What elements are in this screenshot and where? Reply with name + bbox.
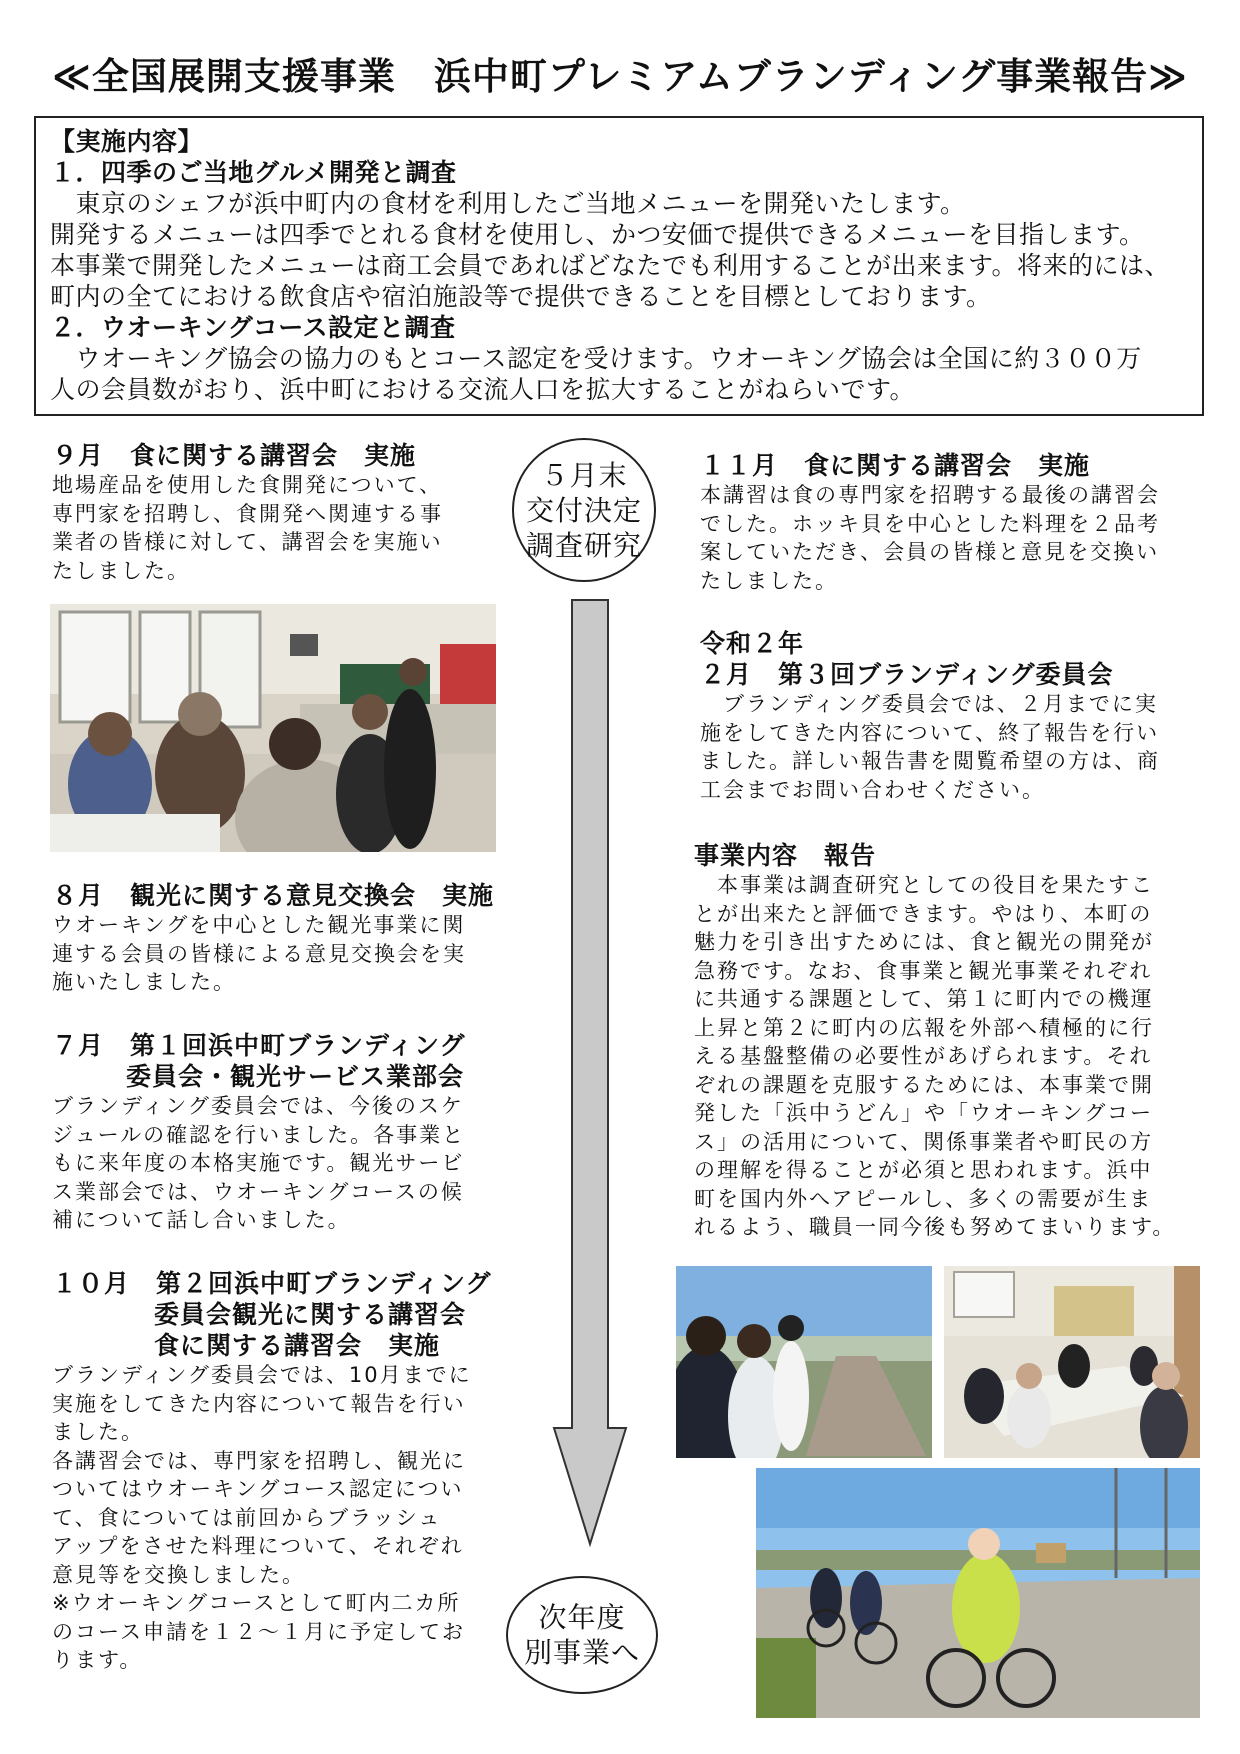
report-line: に共通する課題として、第１に町内での機運	[694, 987, 1154, 1011]
summary-item2-title: ２．ウオーキングコース設定と調査	[50, 313, 456, 342]
october-line: 実施をしてきた内容について報告を行い	[52, 1391, 466, 1416]
summary-item1-line: 東京のシェフが浜中町内の食材を利用したご当地メニューを開発いたします。	[50, 189, 966, 218]
july-section	[52, 1030, 466, 1235]
report-line: の理解を得ることが必須と思われます。浜中	[694, 1158, 1153, 1182]
october-line: ブランディング委員会では、10月までに	[52, 1363, 472, 1387]
timeline-start-circle	[512, 438, 656, 582]
page-title: ≪全国展開支援事業 浜中町プレミアムブランディング事業報告≫	[52, 55, 1188, 98]
july-line: もに来年度の本格実施です。観光サービ	[52, 1151, 465, 1175]
report-line: ぞれの課題を克服するためには、本事業で開	[694, 1072, 1154, 1097]
timeline-start-line: 交付決定	[525, 493, 642, 527]
august-line: 施いたしました。	[52, 970, 236, 994]
october-line: のコース申請を１２～１月に予定してお	[52, 1619, 465, 1644]
report-line: 上昇と第２に町内の広報を外部へ積極的に行	[694, 1015, 1154, 1040]
february-line: ました。詳しい報告書を閲覧希望の方は、商	[700, 749, 1160, 773]
october-section	[52, 1268, 492, 1675]
timeline-end-line: 別事業へ	[523, 1636, 640, 1669]
september-line: 専門家を招聘し、食開発へ関連する事	[52, 501, 443, 526]
report-line: 発した「浜中うどん」や「ウオーキングコー	[694, 1101, 1153, 1125]
october-line: ついてはウオーキングコース認定につい	[52, 1477, 464, 1501]
november-heading: １１月 食に関する講習会 実施	[700, 451, 1091, 480]
summary-item1-line: 本事業で開発したメニューは商工会員であればどなたでも利用することが出来ます。将来的には、	[50, 251, 1171, 280]
report-line: ス」の活用について、関係事業者や町民の方	[694, 1129, 1154, 1154]
october-line: ました。	[52, 1420, 144, 1444]
october-line: 各講習会では、専門家を招聘し、観光に	[52, 1448, 466, 1473]
september-line: たしました。	[52, 558, 190, 583]
timeline-end-line: 次年度	[538, 1601, 626, 1634]
november-section	[700, 450, 1160, 595]
report-line: える基盤整備の必要性があげられます。それ	[694, 1044, 1153, 1068]
summary-box	[34, 116, 1204, 416]
august-heading: ８月 観光に関する意見交換会 実施	[52, 881, 495, 910]
timeline-end-circle	[506, 1576, 658, 1694]
july-heading: ７月 第１回浜中町ブランディング	[52, 1031, 466, 1060]
report-line: とが出来たと評価できます。やはり、本町の	[694, 901, 1153, 926]
october-line: アップをさせた料理について、それぞれ	[52, 1534, 464, 1558]
october-line: ります。	[52, 1648, 143, 1672]
report-heading: 事業内容 報告	[694, 841, 877, 870]
timeline-arrow-icon	[550, 598, 630, 1548]
february-year: 令和２年	[700, 629, 805, 658]
september-line: 業者の皆様に対して、講習会を実施い	[52, 530, 443, 554]
summary-item1-line: 開発するメニューは四季でとれる食材を使用し、かつ安価で提供できるメニューを目指します。	[50, 220, 1145, 249]
july-line: 補について話し合いました。	[52, 1208, 351, 1232]
october-line: ※ウオーキングコースとして町内二カ所	[52, 1591, 461, 1615]
timeline-start-line: 調査研究	[525, 528, 642, 562]
report-line: 本事業は調査研究としての役目を果たすこ	[694, 873, 1154, 897]
report-section	[694, 840, 1175, 1242]
summary-item1-line: 町内の全てにおける飲食店や宿泊施設等で提供できることを目標としております。	[50, 282, 992, 311]
august-line: ウオーキングを中心とした観光事業に関	[52, 913, 466, 937]
february-line: ブランディング委員会では、２月までに実	[700, 692, 1158, 716]
cooking-seminar-photo	[50, 604, 496, 852]
report-line: 急務です。なお、食事業と観光事業それぞれ	[694, 958, 1153, 983]
february-section	[700, 628, 1160, 804]
august-section	[52, 880, 494, 997]
november-line: でした。ホッキ貝を中心とした料理を２品考	[700, 511, 1160, 536]
august-line: 連する会員の皆様による意見交換会を実	[52, 941, 466, 966]
february-line: 工会までお問い合わせください。	[700, 777, 1045, 802]
timeline-start-line: ５月末	[540, 458, 628, 492]
report-line: れるよう、職員一同今後も努めてまいります。	[694, 1215, 1176, 1239]
february-line: 施をしてきた内容について、終了報告を行い	[700, 720, 1160, 745]
report-line: 魅力を引き出すためには、食と観光の開発が	[694, 930, 1154, 954]
report-line: 町を国内外へアピールし、多くの需要が生ま	[694, 1186, 1153, 1211]
october-heading-cont: 委員会観光に関する講習会	[154, 1300, 467, 1329]
july-line: ス業部会では、ウオーキングコースの候	[52, 1179, 464, 1204]
summary-item1-title: １．四季のご当地グルメ開発と調査	[50, 158, 457, 187]
october-line: て、食については前回からブラッシュ	[52, 1505, 442, 1530]
july-heading-cont: 委員会・観光サービス業部会	[126, 1062, 465, 1091]
september-section	[52, 440, 443, 585]
summary-header: 【実施内容】	[50, 127, 204, 156]
october-heading: １０月 第２回浜中町ブランディング	[52, 1269, 492, 1298]
july-line: ジュールの確認を行いました。各事業と	[52, 1122, 466, 1147]
walking-observation-photo	[676, 1266, 932, 1458]
november-line: 案していただき、会員の皆様と意見を交換い	[700, 540, 1160, 564]
summary-item2-line: 人の会員数がおり、浜中町における交流人口を拡大することがねらいです。	[50, 375, 916, 404]
november-line: たしました。	[700, 568, 838, 593]
october-heading-cont: 食に関する講習会 実施	[154, 1331, 441, 1360]
november-line: 本講習は食の専門家を招聘する最後の講習会	[700, 483, 1160, 507]
october-line: 意見等を交換しました。	[52, 1562, 305, 1587]
cycling-course-photo	[756, 1468, 1200, 1718]
july-line: ブランディング委員会では、今後のスケ	[52, 1094, 464, 1118]
committee-meeting-photo	[944, 1266, 1200, 1458]
september-heading: ９月 食に関する講習会 実施	[52, 441, 417, 470]
september-line: 地場産品を使用した食開発について、	[52, 473, 443, 497]
february-heading: ２月 第３回ブランディング委員会	[700, 660, 1114, 689]
summary-item2-line: ウオーキング協会の協力のもとコース認定を受けます。ウオーキング協会は全国に約３００万	[50, 344, 1142, 373]
